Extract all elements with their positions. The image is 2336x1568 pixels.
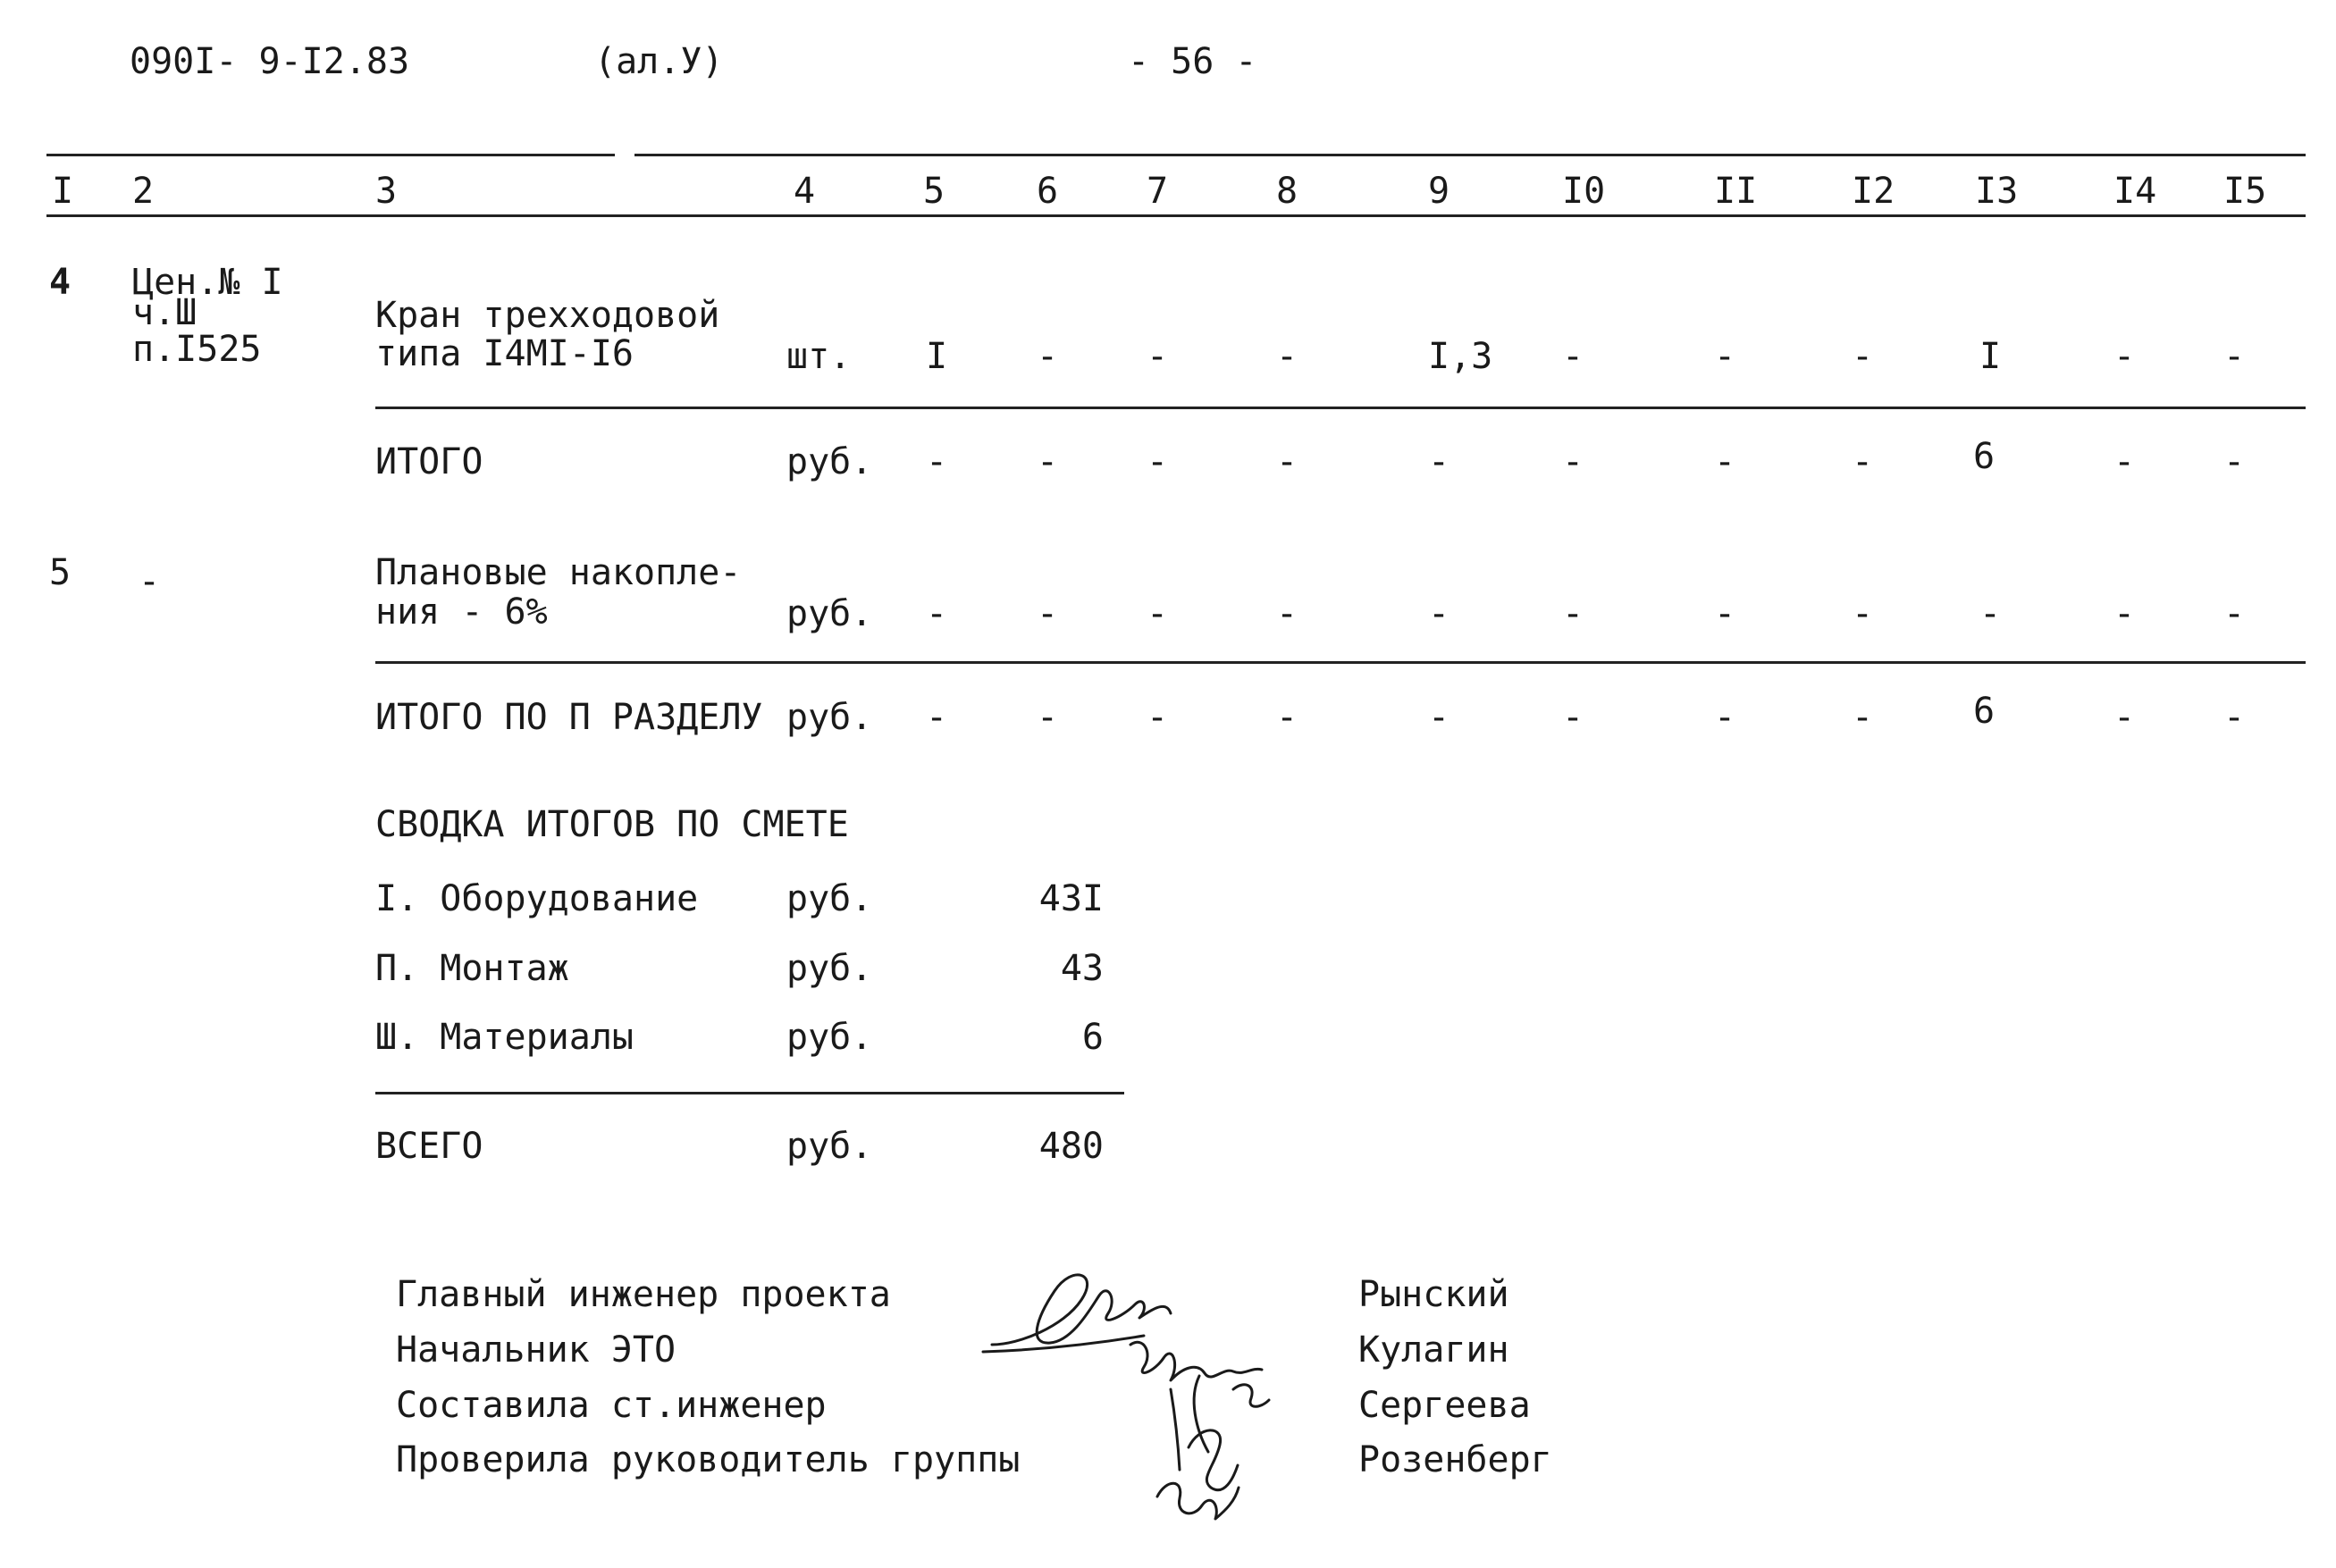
col-header-7: 7 xyxy=(1147,171,1169,212)
row5-col12: - xyxy=(1852,593,1874,634)
header-top-rule-left xyxy=(46,154,615,156)
signature-role-compiler: Составила ст.инженер xyxy=(396,1385,827,1426)
signature-name-rozenberg: Розенберг xyxy=(1358,1439,1552,1480)
row4-name-line2: типа I4МI-I6 xyxy=(375,333,634,374)
summary-total-rule xyxy=(375,1092,1124,1094)
summary-materials-unit: руб. xyxy=(786,1017,873,1058)
col-header-3: 3 xyxy=(375,171,398,212)
col-header-9: 9 xyxy=(1428,171,1450,212)
row5-number: 5 xyxy=(49,552,71,593)
header-top-rule-right xyxy=(634,154,2306,156)
row4-col15: - xyxy=(2223,336,2246,377)
row5-name-line2: ния - 6% xyxy=(375,591,548,633)
signature-role-checker: Проверила руководитель группы xyxy=(396,1439,1021,1480)
section-total-col8: - xyxy=(1276,697,1298,738)
row4-ref-line1: Цен.№ I xyxy=(132,262,283,303)
summary-equipment-unit: руб. xyxy=(786,878,873,919)
section-total-col15: - xyxy=(2223,697,2246,738)
summary-total-label: ВСЕГО xyxy=(375,1126,483,1167)
row4-col5: I xyxy=(926,336,948,377)
itogo-col12: - xyxy=(1852,441,1874,482)
signature-name-kulagin: Кулагин xyxy=(1358,1329,1509,1371)
row5-ref: - xyxy=(139,561,161,602)
col-header-15: I5 xyxy=(2223,171,2267,212)
summary-installation-value: 43 xyxy=(1060,948,1104,989)
col-header-6: 6 xyxy=(1037,171,1059,212)
row4-unit: шт. xyxy=(786,336,852,377)
col-header-2: 2 xyxy=(132,171,155,212)
row5-col10: - xyxy=(1562,593,1584,634)
summary-installation-unit: руб. xyxy=(786,948,873,989)
col-header-12: I2 xyxy=(1852,171,1895,212)
section-total-col12: - xyxy=(1852,697,1874,738)
section-total-unit: руб. xyxy=(786,697,873,738)
col-header-14: I4 xyxy=(2113,171,2157,212)
section-total-col13: 6 xyxy=(1973,691,1996,732)
row4-ref-line3: п.I525 xyxy=(132,329,262,370)
album-ref: (ал.У) xyxy=(594,41,724,82)
itogo-col10: - xyxy=(1562,441,1584,482)
col-header-8: 8 xyxy=(1276,171,1298,212)
itogo-col8: - xyxy=(1276,441,1298,482)
section-total-col14: - xyxy=(2113,697,2136,738)
col-header-11: II xyxy=(1714,171,1758,212)
signature-name-sergeeva: Сергеева xyxy=(1358,1385,1531,1426)
col-header-1: I xyxy=(52,171,74,212)
row5-unit: руб. xyxy=(786,593,873,634)
section-total-col9: - xyxy=(1428,697,1450,738)
itogo-col11: - xyxy=(1714,441,1736,482)
summary-equipment-value: 43I xyxy=(1038,878,1104,919)
row4-ref-line2: ч.Ш xyxy=(132,292,197,333)
itogo-col13: 6 xyxy=(1973,436,1996,477)
col-header-13: I3 xyxy=(1975,171,2019,212)
row5-col9: - xyxy=(1428,593,1450,634)
doc-code: 090I- 9-I2.83 xyxy=(130,41,410,82)
col-header-4: 4 xyxy=(794,171,816,212)
row4-col14: - xyxy=(2113,336,2136,377)
row4-col9: I,3 xyxy=(1428,336,1493,377)
summary-materials-value: 6 xyxy=(1081,1017,1104,1058)
row4-col8: - xyxy=(1276,336,1298,377)
section-total-col5: - xyxy=(926,697,948,738)
page-number: - 56 - xyxy=(1128,41,1257,82)
col-header-10: I0 xyxy=(1562,171,1606,212)
section-total-col10: - xyxy=(1562,697,1584,738)
section-total-col6: - xyxy=(1037,697,1059,738)
itogo-col9: - xyxy=(1428,441,1450,482)
summary-installation-label: П. Монтаж xyxy=(375,948,569,989)
itogo-col15: - xyxy=(2223,441,2246,482)
row5-name-line1: Плановые накопле- xyxy=(375,552,742,593)
summary-materials-label: Ш. Материалы xyxy=(375,1017,634,1058)
signature-role-head-eto: Начальник ЭТО xyxy=(396,1329,676,1371)
itogo-col5: - xyxy=(926,441,948,482)
section-total-col11: - xyxy=(1714,697,1736,738)
itogo-label: ИТОГО xyxy=(375,441,483,482)
row4-col10: - xyxy=(1562,336,1584,377)
signature-name-rynsky: Рынский xyxy=(1358,1274,1509,1315)
summary-title: СВОДКА ИТОГОВ ПО СМЕТЕ xyxy=(375,804,849,845)
row5-subtotal-rule xyxy=(375,661,2306,664)
row5-col5: - xyxy=(926,593,948,634)
section-total-col7: - xyxy=(1147,697,1169,738)
row5-col8: - xyxy=(1276,593,1298,634)
header-bottom-rule xyxy=(46,214,2306,217)
row4-number: 4 xyxy=(49,262,71,303)
row5-col6: - xyxy=(1037,593,1059,634)
col-header-5: 5 xyxy=(923,171,945,212)
row4-col6: - xyxy=(1037,336,1059,377)
row5-col7: - xyxy=(1147,593,1169,634)
row4-col11: - xyxy=(1714,336,1736,377)
row5-col13: - xyxy=(1979,593,2002,634)
itogo-col14: - xyxy=(2113,441,2136,482)
row4-col7: - xyxy=(1147,336,1169,377)
itogo-col6: - xyxy=(1037,441,1059,482)
row4-col13: I xyxy=(1979,336,2002,377)
section-total-label: ИТОГО ПО П РАЗДЕЛУ xyxy=(375,697,763,738)
row5-col11: - xyxy=(1714,593,1736,634)
row5-col14: - xyxy=(2113,593,2136,634)
itogo-unit: руб. xyxy=(786,441,873,482)
row4-col12: - xyxy=(1852,336,1874,377)
row5-col15: - xyxy=(2223,593,2246,634)
signature-role-chief-engineer: Главный инженер проекта xyxy=(396,1274,891,1315)
row4-name-line1: Кран трехходовой xyxy=(375,295,720,336)
summary-equipment-label: I. Оборудование xyxy=(375,878,699,919)
handwritten-signatures xyxy=(965,1211,1340,1541)
row4-subtotal-rule xyxy=(375,407,2306,409)
summary-total-unit: руб. xyxy=(786,1126,873,1167)
summary-total-value: 480 xyxy=(1038,1126,1104,1167)
itogo-col7: - xyxy=(1147,441,1169,482)
